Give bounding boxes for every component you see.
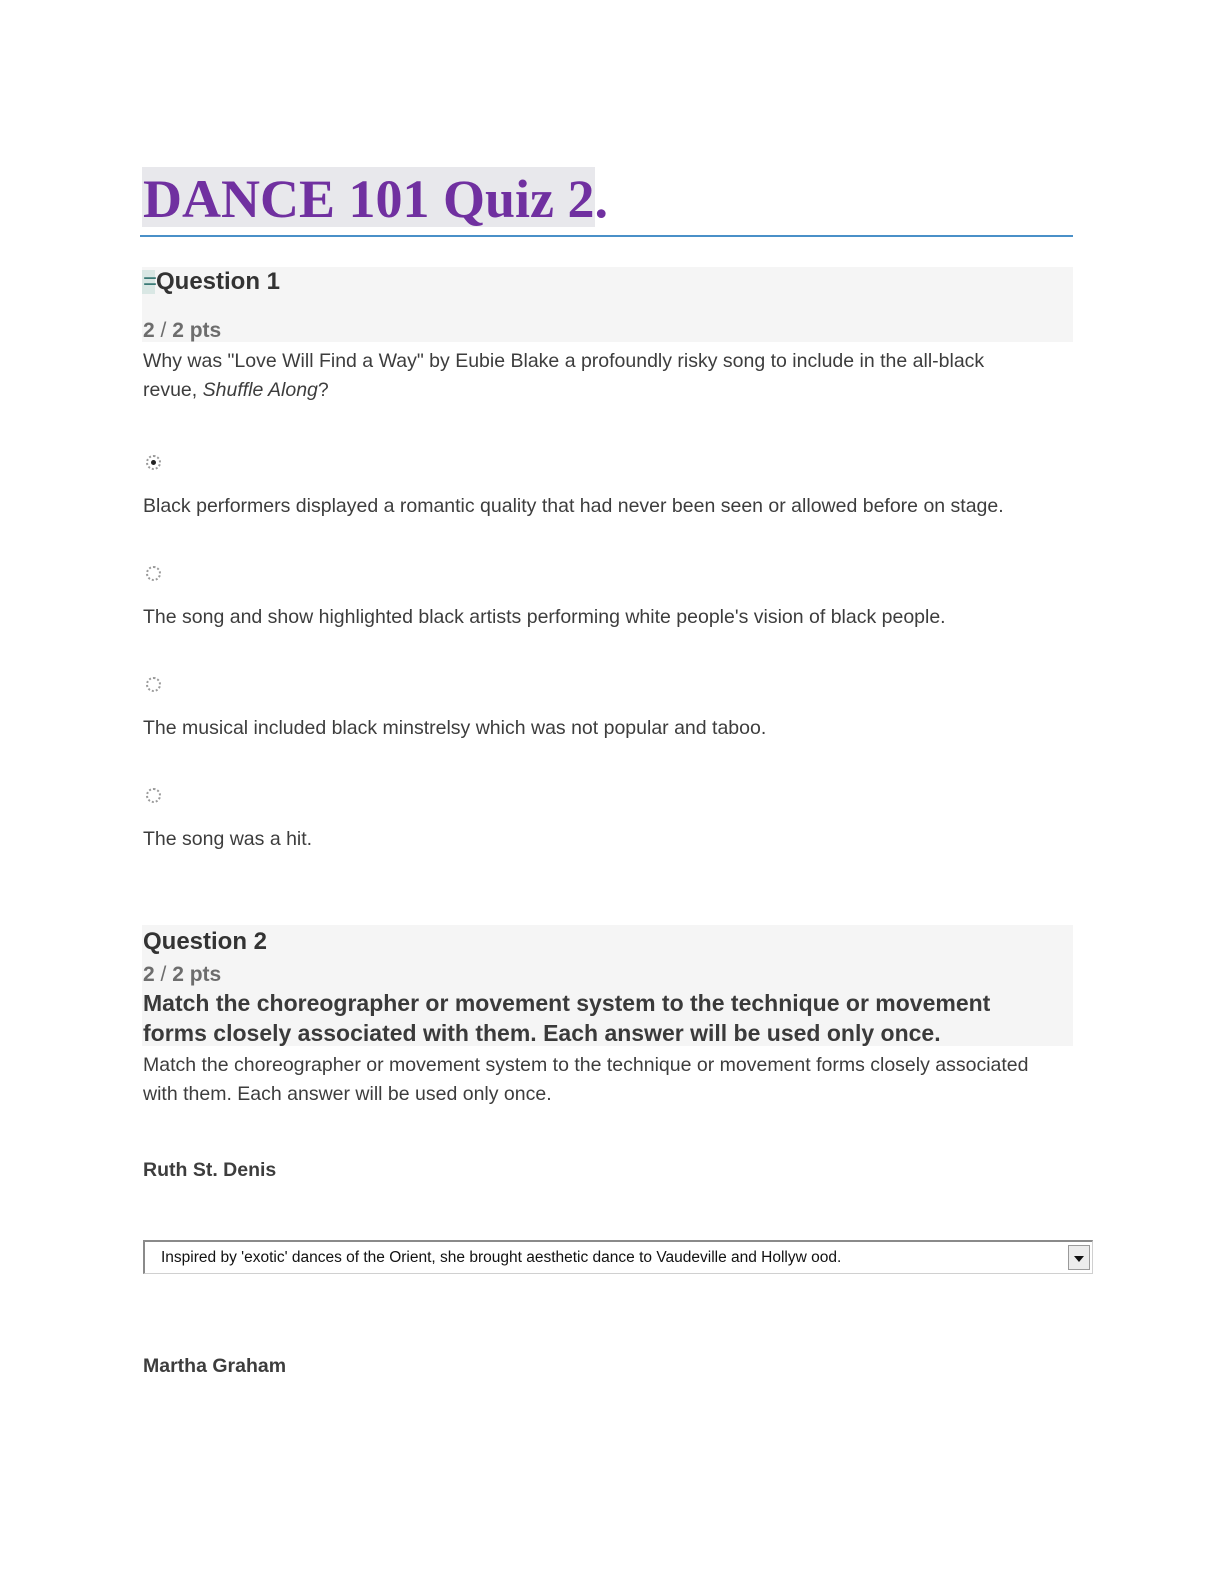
option-4-label: The song was a hit. [143, 828, 313, 850]
prompt-text: Why was "Love Will Find a Way" by Eubie Blake a profoundly risky song to include in the all-black revue, [143, 350, 985, 401]
question-2-score [143, 962, 221, 988]
score-total: 2 pts [172, 319, 222, 342]
score-total: 2 pts [172, 963, 222, 986]
score-value: 2 [143, 319, 155, 342]
show-title: Shuffle Along [202, 379, 318, 401]
prompt-end: ? [317, 379, 329, 401]
title-underline [140, 235, 1073, 237]
match-item-2-label: Martha Graham [143, 1355, 287, 1377]
page-title: DANCE 101 Quiz 2. [143, 169, 609, 229]
question-1-title: Question 1 [156, 268, 281, 295]
score-value: 2 [143, 963, 155, 986]
selected-answer: Inspired by 'exotic' dances of the Orient, she brought aesthetic dance to Vaudeville and Hollyw ood. [161, 1249, 842, 1266]
option-4-radio[interactable] [146, 788, 161, 803]
question-2-title: Question 2 [143, 928, 268, 955]
option-2-radio[interactable] [146, 566, 161, 581]
score-separator: / [160, 963, 167, 986]
option-1-radio[interactable] [146, 455, 161, 470]
match-item-1-select[interactable] [143, 1240, 1093, 1274]
question-2-prompt: Match the choreographer or movement system to the technique or movement forms closely associated with them. Each answer will be used only once. [143, 1054, 1029, 1105]
match-item-1-label: Ruth St. Denis [143, 1159, 277, 1181]
question-1-header [142, 267, 1073, 342]
question-1-marker: = [143, 268, 158, 295]
question-1-score [143, 318, 221, 344]
score-separator: / [160, 319, 167, 342]
option-1-label: Black performers displayed a romantic quality that had never been seen or allowed before on stage. [143, 495, 1004, 517]
option-2-label: The song and show highlighted black artists performing white people's vision of black people. [143, 606, 946, 628]
question-1-prompt [143, 347, 1023, 405]
chevron-down-icon[interactable] [1068, 1245, 1090, 1270]
question-2-subheading: Match the choreographer or movement system to the technique or movement forms closely associated with them. Each answer will be used only once. [143, 990, 991, 1046]
option-3-label: The musical included black minstrelsy which was not popular and taboo. [143, 717, 767, 739]
option-3-radio[interactable] [146, 677, 161, 692]
